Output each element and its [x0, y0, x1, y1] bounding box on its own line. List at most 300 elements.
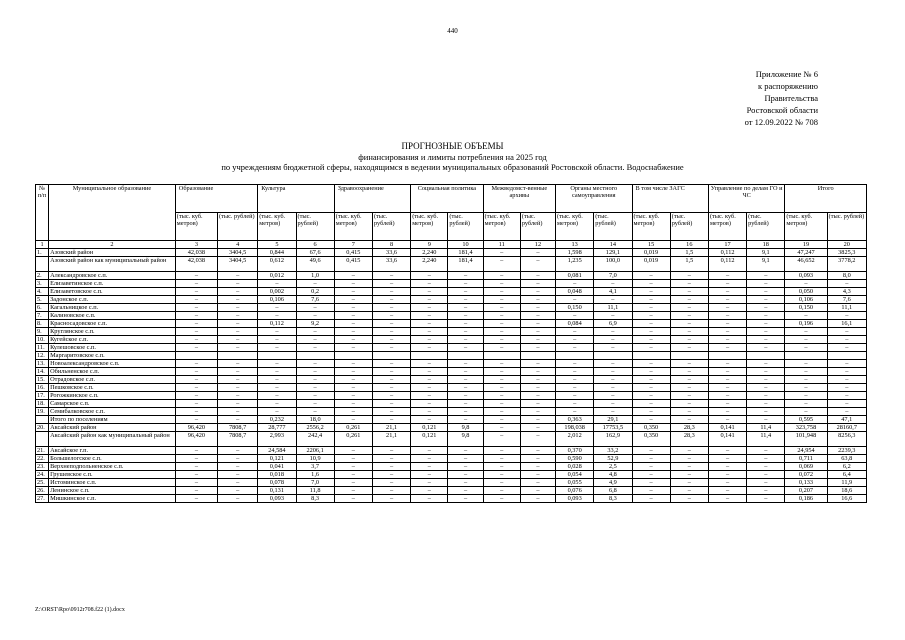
value-cell: 0,232	[258, 416, 296, 424]
value-cell: –	[218, 463, 258, 471]
value-cell: –	[747, 272, 785, 280]
municipality-name: Аксайский район	[49, 424, 176, 432]
value-cell: –	[632, 479, 670, 487]
value-cell: –	[708, 296, 746, 304]
value-cell: –	[411, 360, 448, 368]
value-cell	[372, 352, 410, 360]
table-row	[36, 392, 867, 400]
value-cell: –	[670, 280, 708, 288]
value-cell: –	[632, 336, 670, 344]
value-cell: –	[218, 447, 258, 455]
header-group: Органы местного самоуправления	[556, 185, 632, 213]
value-cell: –	[827, 376, 866, 384]
value-cell	[827, 352, 866, 360]
value-cell: –	[747, 416, 785, 424]
value-cell: –	[520, 479, 555, 487]
value-cell: –	[747, 312, 785, 320]
municipality-name: Круглянское с.п.	[49, 328, 176, 336]
column-number: 12	[520, 241, 555, 249]
value-cell: –	[411, 487, 448, 495]
value-cell: –	[483, 384, 520, 392]
value-cell: –	[632, 288, 670, 296]
value-cell: –	[520, 296, 555, 304]
value-cell: –	[411, 344, 448, 352]
value-cell: 0,093	[785, 272, 827, 280]
municipality-name: Кулешовское с.п.	[49, 344, 176, 352]
value-cell: –	[218, 408, 258, 416]
value-cell: 21,1	[372, 424, 410, 432]
value-cell: –	[218, 304, 258, 312]
value-cell: –	[632, 312, 670, 320]
value-cell: –	[372, 368, 410, 376]
header-sub-volume: (тыс. куб. метров)	[632, 213, 670, 241]
value-cell: –	[411, 384, 448, 392]
header-sub-volume: (тыс. куб. метров)	[785, 213, 827, 241]
value-cell: –	[827, 344, 866, 352]
value-cell: –	[708, 280, 746, 288]
value-cell: –	[258, 400, 296, 408]
value-cell: 28,3	[670, 432, 708, 447]
header-sub-rubles: (тыс. рублей)	[218, 213, 258, 241]
value-cell: –	[632, 447, 670, 455]
municipality-name: Маргаритовское с.п.	[49, 352, 176, 360]
municipality-name: Рогожкинское с.п.	[49, 392, 176, 400]
value-cell: –	[448, 471, 483, 479]
value-cell: –	[258, 312, 296, 320]
value-cell: –	[175, 463, 217, 471]
value-cell: –	[670, 487, 708, 495]
value-cell: 9,1	[747, 257, 785, 272]
column-number: 11	[483, 241, 520, 249]
value-cell: –	[520, 487, 555, 495]
value-cell: –	[785, 376, 827, 384]
value-cell: –	[372, 344, 410, 352]
value-cell: –	[556, 280, 594, 288]
municipality-name: Аксайское г.п.	[49, 447, 176, 455]
value-cell: 1,6	[296, 471, 334, 479]
value-cell: –	[175, 368, 217, 376]
value-cell: –	[483, 408, 520, 416]
value-cell: 33,6	[372, 249, 410, 257]
value-cell: –	[708, 376, 746, 384]
value-cell: 323,758	[785, 424, 827, 432]
value-cell: 8,0	[827, 272, 866, 280]
table-row	[36, 296, 867, 304]
value-cell: –	[448, 416, 483, 424]
value-cell: 0,054	[556, 471, 594, 479]
value-cell: –	[218, 416, 258, 424]
value-cell: –	[708, 471, 746, 479]
value-cell: 0,078	[258, 479, 296, 487]
value-cell: 0,595	[785, 416, 827, 424]
value-cell: –	[594, 344, 632, 352]
header-sub-rubles: (тыс. рублей)	[296, 213, 334, 241]
row-number: 7.	[36, 312, 49, 320]
column-number-row	[36, 241, 867, 249]
table-row	[36, 257, 867, 272]
value-cell: 7,0	[594, 272, 632, 280]
value-cell: –	[334, 368, 372, 376]
value-cell: –	[632, 320, 670, 328]
header-sub-volume: (тыс. куб. метров)	[258, 213, 296, 241]
value-cell: –	[372, 296, 410, 304]
table-row	[36, 280, 867, 288]
value-cell: –	[708, 384, 746, 392]
value-cell: –	[827, 312, 866, 320]
value-cell: 7,0	[296, 479, 334, 487]
value-cell: 0,711	[785, 455, 827, 463]
value-cell: 0,081	[556, 272, 594, 280]
municipality-name: Верхнеподпольненское с.п.	[49, 463, 176, 471]
value-cell: –	[747, 376, 785, 384]
value-cell: –	[218, 384, 258, 392]
row-number	[36, 416, 49, 424]
appendix-line: от 12.09.2022 № 708	[744, 117, 818, 127]
value-cell	[520, 352, 555, 360]
value-cell: 0,590	[556, 455, 594, 463]
value-cell: –	[708, 495, 746, 503]
value-cell	[411, 352, 448, 360]
value-cell: –	[785, 312, 827, 320]
value-cell: 42,038	[175, 257, 217, 272]
value-cell: –	[483, 320, 520, 328]
appendix-line: Ростовской области	[746, 105, 818, 115]
value-cell: –	[258, 344, 296, 352]
value-cell: –	[334, 344, 372, 352]
value-cell: 181,4	[448, 249, 483, 257]
value-cell: –	[556, 360, 594, 368]
value-cell: –	[708, 463, 746, 471]
value-cell: –	[411, 288, 448, 296]
header-group: Социальная политика	[411, 185, 483, 213]
value-cell: –	[747, 384, 785, 392]
value-cell: 8,3	[594, 495, 632, 503]
value-cell: –	[218, 320, 258, 328]
value-cell: –	[258, 408, 296, 416]
value-cell: –	[747, 360, 785, 368]
value-cell: –	[520, 360, 555, 368]
value-cell: –	[175, 336, 217, 344]
value-cell: –	[258, 392, 296, 400]
value-cell: 0,415	[334, 257, 372, 272]
value-cell: 21,1	[372, 432, 410, 447]
page-number: 440	[447, 27, 458, 35]
value-cell: –	[334, 304, 372, 312]
value-cell: –	[483, 272, 520, 280]
value-cell: –	[448, 296, 483, 304]
value-cell: –	[520, 320, 555, 328]
municipality-name: Большелогское с.п.	[49, 455, 176, 463]
header-sub-volume: (тыс. куб. метров)	[411, 213, 448, 241]
value-cell: 33,2	[594, 447, 632, 455]
municipality-name: Отрадовское с.п.	[49, 376, 176, 384]
row-number: 19.	[36, 408, 49, 416]
value-cell: –	[411, 304, 448, 312]
value-cell: –	[334, 495, 372, 503]
value-cell: –	[175, 344, 217, 352]
value-cell: 0,261	[334, 432, 372, 447]
value-cell: –	[483, 368, 520, 376]
value-cell: –	[520, 257, 555, 272]
value-cell: –	[483, 455, 520, 463]
value-cell: –	[670, 272, 708, 280]
column-number: 3	[175, 241, 217, 249]
value-cell: –	[520, 416, 555, 424]
value-cell: –	[296, 280, 334, 288]
value-cell: –	[785, 360, 827, 368]
table-row	[36, 249, 867, 257]
header-sub-volume: (тыс. куб. метров)	[556, 213, 594, 241]
value-cell: 0,150	[785, 304, 827, 312]
value-cell: –	[372, 400, 410, 408]
value-cell: –	[411, 416, 448, 424]
value-cell: –	[483, 344, 520, 352]
value-cell: 0,844	[258, 249, 296, 257]
value-cell: –	[785, 328, 827, 336]
value-cell: –	[218, 280, 258, 288]
column-number: 5	[258, 241, 296, 249]
document-title	[0, 141, 905, 173]
column-number: 4	[218, 241, 258, 249]
table-row	[36, 328, 867, 336]
value-cell: 0,150	[556, 304, 594, 312]
municipality-name: Обильненское с.п.	[49, 368, 176, 376]
value-cell: –	[372, 376, 410, 384]
value-cell: 0,141	[708, 424, 746, 432]
value-cell: 3,7	[296, 463, 334, 471]
value-cell	[483, 352, 520, 360]
municipality-name: Задонское с.п.	[49, 296, 176, 304]
value-cell: –	[218, 400, 258, 408]
value-cell: –	[520, 447, 555, 455]
value-cell: –	[218, 296, 258, 304]
value-cell: –	[334, 400, 372, 408]
value-cell: –	[594, 360, 632, 368]
column-number: 8	[372, 241, 410, 249]
row-number: 13.	[36, 360, 49, 368]
value-cell: –	[448, 487, 483, 495]
value-cell: –	[258, 384, 296, 392]
value-cell: –	[708, 416, 746, 424]
row-number: 10.	[36, 336, 49, 344]
value-cell: –	[175, 400, 217, 408]
header-sub-rubles: (тыс. рублей)	[827, 213, 866, 241]
value-cell: –	[747, 288, 785, 296]
appendix-line: к распоряжению	[758, 81, 818, 91]
value-cell: 42,038	[175, 249, 217, 257]
value-cell: –	[632, 463, 670, 471]
value-cell: 0,363	[556, 416, 594, 424]
row-number: 14.	[36, 368, 49, 376]
value-cell: 17753,5	[594, 424, 632, 432]
value-cell: 29,1	[594, 416, 632, 424]
value-cell: 2556,2	[296, 424, 334, 432]
value-cell: –	[334, 280, 372, 288]
row-number: 1.	[36, 249, 49, 257]
value-cell: –	[594, 400, 632, 408]
value-cell: –	[411, 376, 448, 384]
value-cell: 47,247	[785, 249, 827, 257]
value-cell: –	[334, 384, 372, 392]
municipality-name: Аксайский район как муниципальный район	[49, 432, 176, 447]
value-cell: –	[670, 296, 708, 304]
table-row	[36, 455, 867, 463]
value-cell: –	[670, 416, 708, 424]
value-cell: –	[218, 344, 258, 352]
value-cell: 0,133	[785, 479, 827, 487]
value-cell: –	[483, 288, 520, 296]
value-cell: –	[218, 487, 258, 495]
value-cell: –	[372, 392, 410, 400]
value-cell: –	[411, 471, 448, 479]
value-cell: –	[708, 304, 746, 312]
value-cell: –	[372, 455, 410, 463]
value-cell: –	[483, 296, 520, 304]
value-cell: –	[258, 336, 296, 344]
value-cell: –	[483, 495, 520, 503]
value-cell: –	[670, 304, 708, 312]
value-cell: –	[785, 344, 827, 352]
value-cell: –	[448, 368, 483, 376]
value-cell: –	[827, 392, 866, 400]
column-number: 9	[411, 241, 448, 249]
value-cell: –	[632, 416, 670, 424]
value-cell: –	[218, 328, 258, 336]
value-cell: –	[411, 320, 448, 328]
row-number: 24.	[36, 471, 49, 479]
value-cell: –	[670, 312, 708, 320]
value-cell: –	[296, 368, 334, 376]
value-cell	[448, 352, 483, 360]
value-cell: –	[520, 424, 555, 432]
value-cell: –	[175, 384, 217, 392]
value-cell: 0,196	[785, 320, 827, 328]
row-number	[36, 432, 49, 447]
column-number: 18	[747, 241, 785, 249]
value-cell: 181,4	[448, 257, 483, 272]
value-cell: –	[411, 280, 448, 288]
value-cell: 0,121	[258, 455, 296, 463]
value-cell: –	[520, 288, 555, 296]
row-number: 17.	[36, 392, 49, 400]
value-cell: –	[411, 408, 448, 416]
row-number: 26.	[36, 487, 49, 495]
value-cell: 0,019	[632, 249, 670, 257]
value-cell: 0,093	[556, 495, 594, 503]
value-cell: 4,9	[594, 479, 632, 487]
value-cell: –	[334, 272, 372, 280]
value-cell: –	[520, 336, 555, 344]
column-number: 1	[36, 241, 49, 249]
value-cell: 2,012	[556, 432, 594, 447]
value-cell: 16,1	[827, 320, 866, 328]
value-cell: –	[632, 304, 670, 312]
value-cell	[556, 352, 594, 360]
value-cell: –	[670, 471, 708, 479]
value-cell: 67,6	[296, 249, 334, 257]
table-row	[36, 416, 867, 424]
value-cell: –	[670, 344, 708, 352]
value-cell: –	[483, 312, 520, 320]
value-cell: 4,3	[827, 288, 866, 296]
table-row	[36, 344, 867, 352]
value-cell: –	[334, 479, 372, 487]
value-cell	[708, 352, 746, 360]
value-cell: 0,072	[785, 471, 827, 479]
value-cell: 6,4	[827, 471, 866, 479]
value-cell: –	[827, 384, 866, 392]
value-cell: –	[334, 487, 372, 495]
value-cell: –	[218, 376, 258, 384]
value-cell: –	[556, 336, 594, 344]
row-number: 16.	[36, 384, 49, 392]
header-sub-rubles: (тыс. рублей)	[747, 213, 785, 241]
value-cell: 0,121	[411, 432, 448, 447]
value-cell: –	[708, 344, 746, 352]
value-cell: –	[372, 328, 410, 336]
value-cell: –	[827, 400, 866, 408]
value-cell: –	[556, 368, 594, 376]
value-cell: –	[827, 328, 866, 336]
table-row	[36, 312, 867, 320]
value-cell: –	[520, 368, 555, 376]
value-cell: –	[632, 400, 670, 408]
value-cell: –	[175, 471, 217, 479]
value-cell: –	[747, 447, 785, 455]
value-cell: –	[827, 368, 866, 376]
value-cell: –	[334, 288, 372, 296]
table-row	[36, 352, 867, 360]
header-group: Итого	[785, 185, 867, 213]
municipality-name: Пешковское с.п.	[49, 384, 176, 392]
value-cell: –	[632, 471, 670, 479]
value-cell: –	[334, 447, 372, 455]
value-cell	[785, 352, 827, 360]
value-cell: –	[411, 479, 448, 487]
value-cell: –	[296, 400, 334, 408]
value-cell: –	[411, 328, 448, 336]
value-cell: –	[175, 360, 217, 368]
municipality-name: Новоалександровское с.п.	[49, 360, 176, 368]
title-line: финансирования и лимиты потребления на 2025 год	[358, 151, 547, 162]
value-cell: –	[556, 376, 594, 384]
value-cell: –	[708, 360, 746, 368]
value-cell: –	[708, 312, 746, 320]
value-cell: –	[556, 400, 594, 408]
value-cell: –	[448, 280, 483, 288]
row-number: 8.	[36, 320, 49, 328]
value-cell: –	[594, 280, 632, 288]
value-cell: 11,1	[594, 304, 632, 312]
value-cell: –	[296, 328, 334, 336]
value-cell: –	[520, 376, 555, 384]
value-cell: –	[670, 336, 708, 344]
row-number: 27.	[36, 495, 49, 503]
value-cell: –	[520, 344, 555, 352]
value-cell: –	[708, 447, 746, 455]
value-cell: –	[411, 495, 448, 503]
value-cell: –	[483, 249, 520, 257]
value-cell: –	[632, 344, 670, 352]
value-cell: 162,9	[594, 432, 632, 447]
value-cell: –	[747, 495, 785, 503]
value-cell: –	[632, 487, 670, 495]
row-number: 6.	[36, 304, 49, 312]
value-cell: –	[520, 432, 555, 447]
value-cell: –	[372, 360, 410, 368]
value-cell: 7,6	[296, 296, 334, 304]
municipality-name: Самарское с.п.	[49, 400, 176, 408]
